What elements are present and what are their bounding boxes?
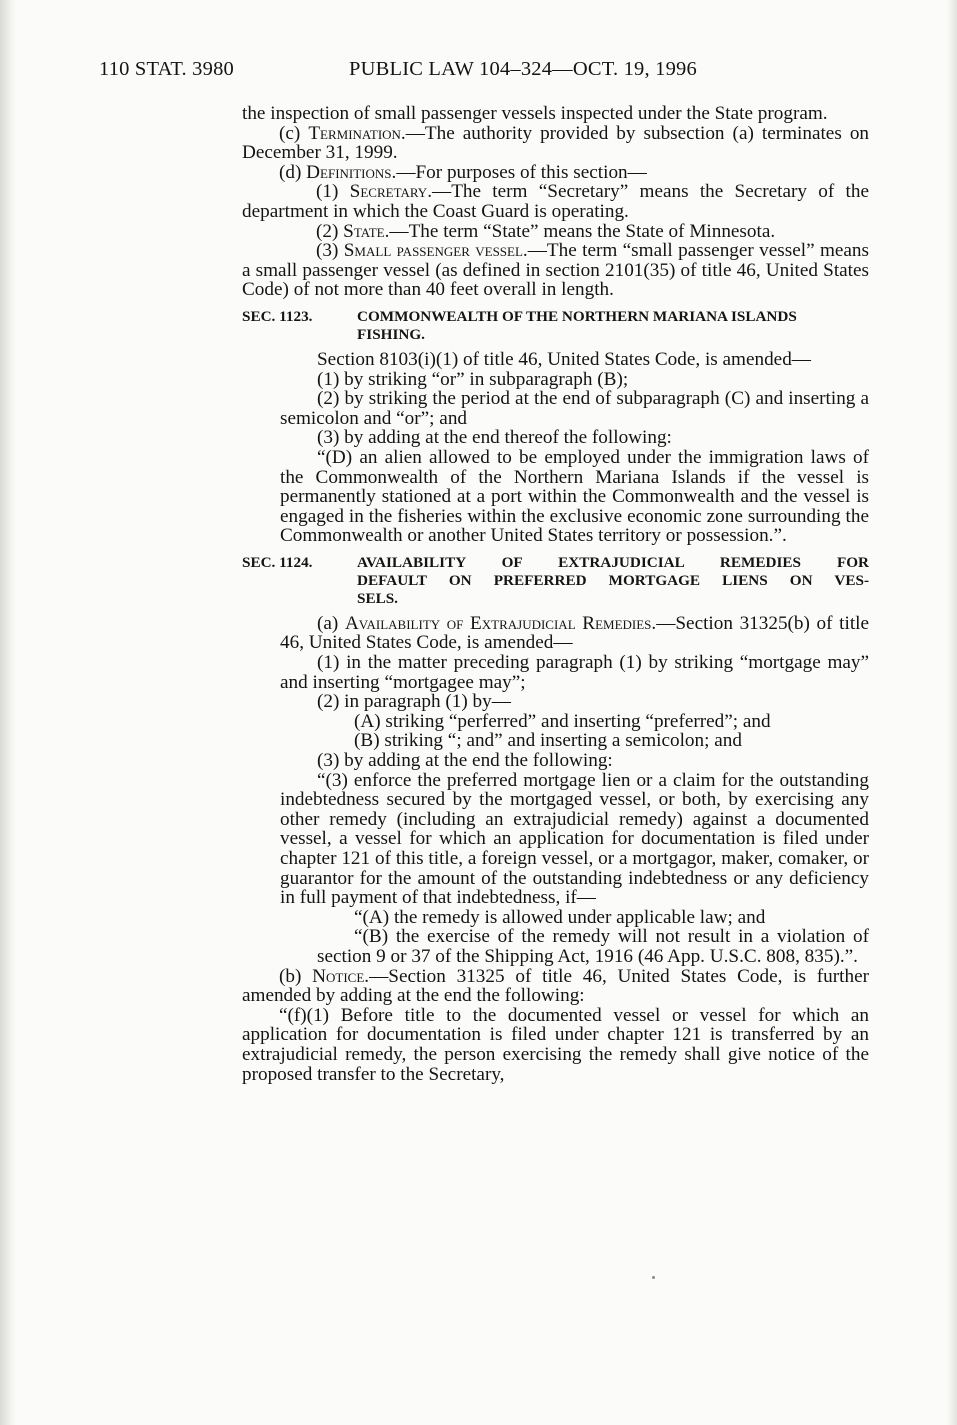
definition-1: (1) Secretary.—The term “Secretary” means the Secretary of the department in which the Coast Guard is operating. — [242, 181, 869, 222]
running-header — [99, 58, 879, 86]
scan-speck — [652, 1276, 655, 1279]
section-number: SEC. 1123. — [242, 307, 313, 325]
subsection-heading: Availability of Extrajudicial Remedies. — [344, 612, 657, 634]
section-intro: Section 8103(i)(1) of title 46, United States Code, is amended— — [317, 348, 811, 370]
public-law-citation: PUBLIC LAW 104–324—OCT. 19, 1996 — [349, 58, 697, 80]
definition-2: (2) State.—The term “State” means the State of Minnesota. — [316, 220, 776, 242]
paragraph-a1: (1) in the matter preceding paragraph (1) by striking “mortgage may” and inserting “mortgagee may”; — [280, 652, 869, 693]
inserted-text-3A: “(A) the remedy is allowed under applicable law; and — [354, 906, 766, 928]
subsection-d: (d) Definitions.—For purposes of this section— — [279, 161, 647, 183]
section-1123-body — [242, 350, 869, 546]
paragraph-a2: (2) in paragraph (1) by— — [317, 691, 511, 713]
subparagraph-a2A: (A) striking “perferred” and inserting “preferred”; and — [354, 710, 771, 732]
section-1124-heading — [242, 554, 869, 608]
definition-heading: Small passenger vessel. — [343, 240, 528, 262]
amendment-3: (3) by adding at the end thereof the following: — [317, 427, 672, 449]
section-1124-body — [242, 614, 869, 967]
definition-heading: State. — [343, 220, 390, 242]
subsection-c: (c) Termination.—The authority provided by subsection (a) terminates on December 31, 1999. — [242, 122, 870, 164]
subsection-heading: Definitions. — [306, 161, 397, 183]
definition-3: (3) Small passenger vessel.—The term “small passenger vessel” means a small passenger vessel (as defined in section 2101(35) of title 46, United States Code) of not more than 40 feet overall in length. — [242, 240, 869, 301]
subparagraph-a2B: (B) striking “; and” and inserting a semicolon; and — [354, 730, 742, 752]
paragraph-a3: (3) by adding at the end the following: — [317, 750, 613, 772]
inserted-text-f1: “(f)(1) Before title to the documented vessel or vessel for which an application for documentation is filed under chapter 121 is transferred by an extrajudicial remedy, the person exercising the remedy shall give notice of the proposed transfer to the Secretary, — [242, 1004, 869, 1085]
paragraph-continuation: the inspection of small passenger vessels inspected under the State program. — [242, 103, 828, 124]
statute-page-number: 110 STAT. 3980 — [99, 58, 234, 80]
inserted-text-3B: “(B) the exercise of the remedy will not result in a violation of section 9 or 37 of the Shipping Act, 1916 (46 App. U.S.C. 808, 835).”. — [317, 926, 869, 967]
definition-heading: Secretary. — [349, 181, 432, 203]
section-title: AVAILABILITY OF EXTRAJUDICIAL REMEDIES FOR — [357, 553, 869, 571]
section-title: COMMONWEALTH OF THE NORTHERN MARIANA ISLANDS — [357, 307, 797, 325]
section-title-continued: FISHING. — [357, 325, 425, 343]
amendment-2: (2) by striking the period at the end of subparagraph (C) and inserting a semicolon and “or”; and — [280, 388, 869, 429]
page-body — [242, 104, 869, 1084]
inserted-text-D: “(D) an alien allowed to be employed under the immigration laws of the Commonwealth of the Northern Mariana Islands if the vessel is permanently stationed at a port within the Commonwealth and the vessel is engaged in the fisheries within the exclusive economic zone surrounding the Commonwealth or another United States territory or possession.”. — [280, 446, 869, 547]
scan-left-edge — [0, 0, 16, 1425]
inserted-text-3: “(3) enforce the preferred mortgage lien or a claim for the outstanding indebtedness secured by the mortgaged vessel, or both, by exercising any other remedy (including an extrajudicial remedy) against a documented vessel, a vessel for which an application for documentation is filed under chapter 121 of this title, a foreign vessel, or a mortgagor, maker, comaker, or guarantor for the amount of the outstanding indebtedness or any deficiency in full payment of that indebtedness, if— — [280, 769, 869, 909]
section-1123-heading — [242, 308, 869, 344]
scan-right-edge — [947, 0, 957, 1425]
section-number: SEC. 1124. — [242, 553, 313, 571]
section-title-continued: SELS. — [357, 589, 398, 607]
subsection-heading: Notice. — [312, 965, 370, 987]
section-title-continued: DEFAULT ON PREFERRED MORTGAGE LIENS ON VES- — [357, 571, 869, 589]
subsection-heading: Termination. — [308, 122, 406, 144]
amendment-1: (1) by striking “or” in subparagraph (B); — [317, 368, 629, 390]
subsection-b: (b) Notice.—Section 31325 of title 46, United States Code, is further amended by adding at the end the following: — [242, 965, 869, 1007]
subsection-a: (a) Availability of Extrajudicial Remedies.—Section 31325(b) of title 46, United States Code, is amended— — [280, 612, 870, 654]
